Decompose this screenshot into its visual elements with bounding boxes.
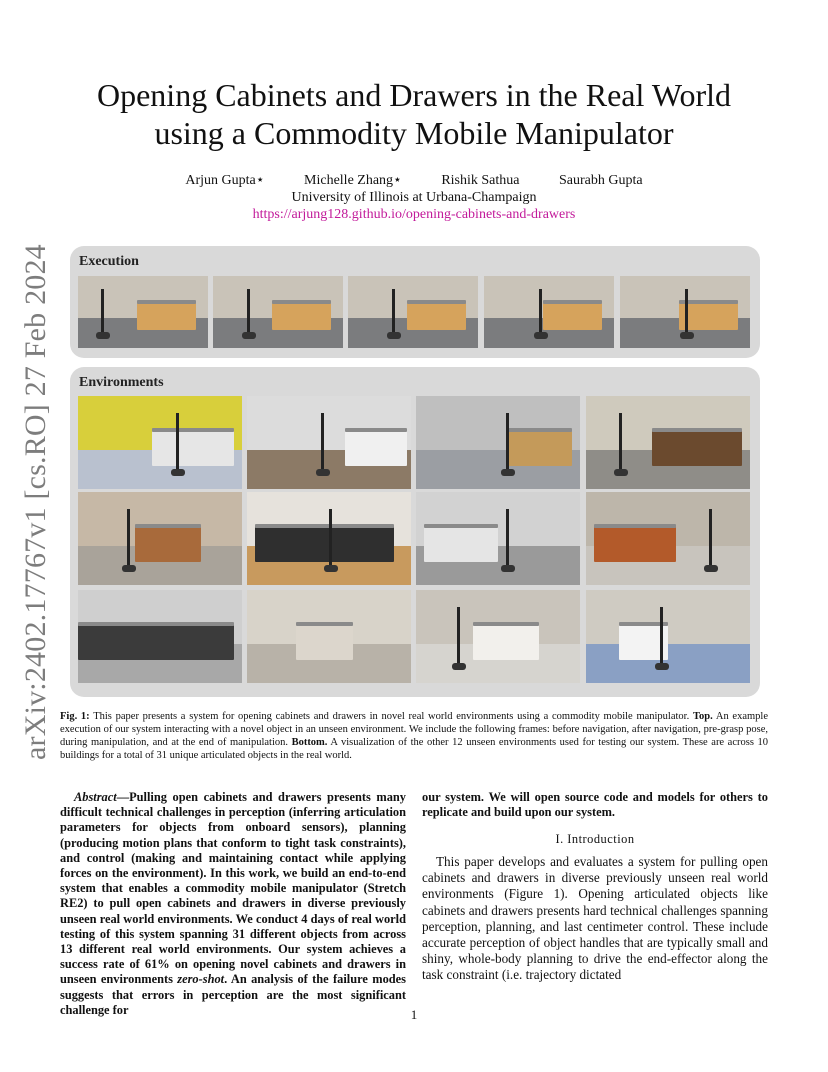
introduction-text bbox=[422, 854, 768, 984]
environments-label: Environments bbox=[79, 375, 164, 390]
environment-photo-2 bbox=[247, 396, 411, 489]
intro-paragraph: This paper develops and evaluates a system for pulling open cabinets and drawers in diverse previously unseen real world environments (Figure 1). Opening articulated objects like cabinets and drawers presents hard technical challenges spanning perception, planning, and last centimeter control. These include accurate perception of object handles that are typically small and shiny, whole-body planning to drive the end-effector along the task constraint (i.e. trajectory dictated bbox=[422, 854, 768, 983]
environment-photo-9 bbox=[78, 590, 242, 683]
environment-photo-8 bbox=[586, 492, 750, 585]
environment-photo-11 bbox=[416, 590, 580, 683]
environment-photo-1 bbox=[78, 396, 242, 489]
abstract-continuation: our system. We will open source code and models for others to replicate and build upon our system. bbox=[422, 790, 768, 820]
environment-photo-3 bbox=[416, 396, 580, 489]
abstract bbox=[60, 790, 406, 1018]
execution-frame-2 bbox=[213, 276, 343, 348]
section-heading: I. Introduction bbox=[555, 832, 635, 846]
caption-top-label: Top. bbox=[692, 711, 713, 722]
author-3: Rishik Sathua bbox=[441, 173, 520, 188]
page-number: 1 bbox=[410, 1007, 418, 1022]
abstract-emphasis: zero-shot bbox=[177, 972, 225, 987]
environment-photo-4 bbox=[586, 396, 750, 489]
figure-caption bbox=[60, 710, 768, 762]
paper-title bbox=[60, 76, 768, 152]
execution-frame-4 bbox=[484, 276, 614, 348]
execution-frame-5 bbox=[620, 276, 750, 348]
environment-photo-12 bbox=[586, 590, 750, 683]
execution-frame-3 bbox=[348, 276, 478, 348]
caption-fig-label: Fig. 1: bbox=[60, 711, 90, 722]
title-line-2: using a Commodity Mobile Manipulator bbox=[154, 115, 674, 151]
abstract-text-b: . An analysis of the failure modes suggests that errors in perception are the most significant challenge for bbox=[60, 972, 406, 1017]
abstract-text-a: —Pulling open cabinets and drawers presents many difficult technical challenges in perception (inferring articulation parameters for objects from onboard sensors), planning (producing motion plans that conform to tight task constraints), and control (making and maintaining contact while applying forces on the environment). In this work, we build an end-to-end system that enables a commodity mobile manipulator (Stretch RE2) to pull open cabinets and drawers in diverse previously unseen real world environments. We conduct 4 days of real world testing of this system spanning 31 different objects from across 13 different real world environments. Our system achieves a success rate of 61% on opening novel cabinets and drawers in unseen environments bbox=[60, 790, 406, 987]
title-line-1: Opening Cabinets and Drawers in the Real World bbox=[96, 77, 731, 113]
environment-photo-6 bbox=[247, 492, 411, 585]
arxiv-stamp: arXiv:2402.17767v1 [cs.RO] 27 Feb 2024 bbox=[19, 244, 52, 760]
caption-text-3: A visualization of the other 12 unseen environments used for testing our system. These are across 10 buildings for a total of 31 unique articulated objects in the real world. bbox=[60, 737, 768, 761]
author-list bbox=[60, 172, 768, 189]
author-2: Michelle Zhang⋆ bbox=[304, 173, 402, 188]
author-4: Saurabh Gupta bbox=[559, 173, 643, 188]
affiliation: University of Illinois at Urbana-Champaign bbox=[291, 190, 537, 205]
project-url-link[interactable]: https://arjung128.github.io/opening-cabinets-and-drawers bbox=[252, 207, 576, 222]
environment-photo-7 bbox=[416, 492, 580, 585]
caption-text-2: An example execution of our system interacting with a novel object in an unseen environment. We include the following frames: before navigation, after navigation, pre-grasp pose, during manipulation, and at the end of manipulation. bbox=[60, 711, 768, 748]
environment-photo-5 bbox=[78, 492, 242, 585]
execution-frame-1 bbox=[78, 276, 208, 348]
author-1: Arjun Gupta⋆ bbox=[185, 173, 265, 188]
caption-text-1: This paper presents a system for opening cabinets and drawers in novel real world environments using a commodity mobile manipulator. bbox=[89, 711, 693, 722]
execution-label: Execution bbox=[79, 254, 139, 269]
abstract-lead: Abstract bbox=[74, 790, 117, 804]
caption-bottom-label: Bottom. bbox=[291, 737, 328, 748]
environment-photo-10 bbox=[247, 590, 411, 683]
